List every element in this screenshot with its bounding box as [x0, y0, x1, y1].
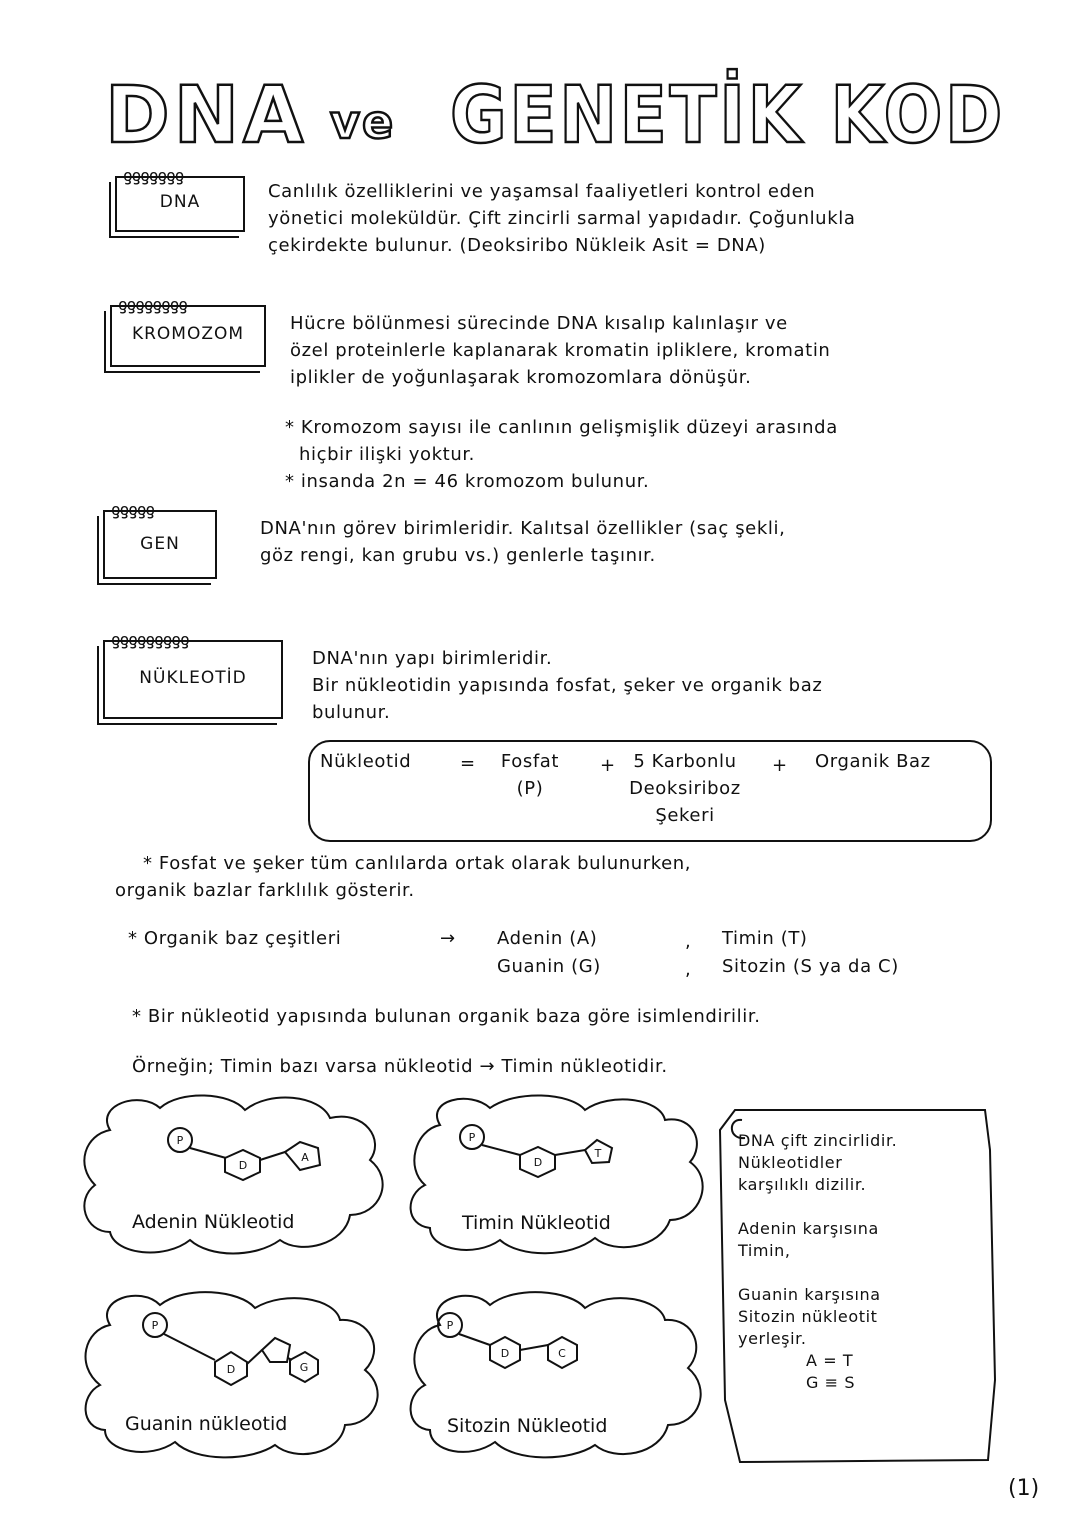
note-fosfat-line-2: organik bazlar farklılık gösterir. [115, 880, 415, 901]
base-sitozin: Sitozin (S ya da C) [722, 956, 899, 977]
spiral-rings-icon: ƍƍƍƍƍ [111, 500, 155, 519]
side-note [738, 1130, 988, 1394]
formula-phosphate-symbol: (P) [516, 778, 544, 799]
m2-base: T [594, 1147, 602, 1160]
nukleotid-line-2: Bir nükleotidin yapısında fosfat, şeker ve organik baz [312, 675, 823, 696]
side-note-line-9: Sitozin nükleotit [738, 1307, 878, 1326]
spiral-rings-icon: ƍƍƍƍƍƍƍƍƍ [111, 630, 189, 649]
note-naming: * Bir nükleotid yapısında bulunan organik baza göre isimlendirilir. [132, 1006, 761, 1027]
m4-d: D [500, 1347, 510, 1360]
kromozom-note-2: hiçbir ilişki yoktur. [299, 444, 476, 465]
note-example-part-2: Timin nükleotidir. [501, 1056, 668, 1077]
side-note-gap [738, 1196, 988, 1218]
label-dna: DNA [159, 192, 201, 212]
kromozom-line-2: özel proteinlerle kaplanarak kromatin ipliklere, kromatin [290, 340, 831, 361]
title-dna: DNA [105, 71, 308, 150]
dna-line-2: yönetici moleküldür. Çift zincirli sarmal yapıdadır. Çoğunlukla [268, 208, 856, 229]
dna-line-1: Canlılık özelliklerini ve yaşamsal faaliyetleri kontrol eden [268, 181, 816, 202]
side-note-gap [738, 1262, 988, 1284]
title-ve: ve [330, 95, 396, 149]
formula-plus-1: + [600, 755, 616, 776]
nukleotid-line-1: DNA'nın yapı birimleridir. [312, 648, 553, 669]
formula-sugar-line-1: 5 Karbonlu [633, 751, 737, 772]
spiral-rings-icon: ƍƍƍƍƍƍƍƍ [118, 295, 188, 314]
nukleotid-line-3: bulunur. [312, 702, 391, 723]
side-note-pair-gc: G ≡ S [806, 1373, 856, 1392]
dna-line-3: çekirdekte bulunur. (Deoksiribo Nükleik Asit = DNA) [268, 235, 766, 256]
side-note-line-2: Nükleotidler [738, 1153, 843, 1172]
m4-p: P [446, 1319, 454, 1332]
bases-separator: , [685, 931, 692, 952]
bases-intro: * Organik baz çeşitleri [128, 928, 342, 949]
molecule-label-guanin: Guanin nükleotid [125, 1413, 288, 1435]
molecule-label-timin: Timin Nükleotid [462, 1212, 611, 1234]
m1-d: D [238, 1159, 248, 1172]
label-gen: GEN [140, 534, 180, 554]
m1-base: A [301, 1151, 309, 1164]
side-note-pair-at: A = T [806, 1351, 854, 1370]
side-note-line-6: Timin, [738, 1241, 791, 1260]
formula-plus-2: + [772, 755, 788, 776]
m2-d: D [533, 1156, 543, 1169]
formula-nukleotid: Nükleotid [320, 751, 412, 772]
kromozom-line-3: iplikler de yoğunlaşarak kromozomlara dönüşür. [290, 367, 752, 388]
base-adenin: Adenin (A) [497, 928, 598, 949]
arrow-icon: → [479, 1056, 496, 1077]
m3-d: D [226, 1363, 236, 1376]
formula-equals: = [460, 753, 476, 774]
base-guanin: Guanin (G) [497, 956, 601, 977]
formula-sugar-line-3: Şekeri [655, 805, 715, 826]
m3-p: P [151, 1319, 159, 1332]
formula-base: Organik Baz [815, 751, 931, 772]
side-note-line-8: Guanin karşısına [738, 1285, 881, 1304]
m4-base: C [558, 1347, 566, 1360]
kromozom-note-3: * insanda 2n = 46 kromozom bulunur. [285, 471, 650, 492]
page-number: (1) [1008, 1476, 1040, 1501]
bases-separator: , [685, 959, 692, 980]
kromozom-note-1: * Kromozom sayısı ile canlının gelişmişlik düzeyi arasında [285, 417, 838, 438]
base-timin: Timin (T) [722, 928, 808, 949]
label-nukleotid: NÜKLEOTİD [139, 668, 247, 688]
title-genetik-kod: GENETİK KOD [450, 71, 1077, 150]
m1-p: P [176, 1134, 184, 1147]
formula-sugar-line-2: Deoksiriboz [629, 778, 741, 799]
spiral-rings-icon: ƍƍƍƍƍƍƍ [123, 166, 184, 185]
label-kromozom: KROMOZOM [131, 324, 245, 344]
molecule-label-adenin: Adenin Nükleotid [132, 1211, 295, 1233]
molecule-label-sitozin: Sitozin Nükleotid [447, 1415, 608, 1437]
kromozom-line-1: Hücre bölünmesi sürecinde DNA kısalıp kalınlaşır ve [290, 313, 788, 334]
side-note-line-3: karşılıklı dizilir. [738, 1175, 867, 1194]
gen-line-1: DNA'nın görev birimleridir. Kalıtsal özellikler (saç şekli, [260, 518, 786, 539]
note-fosfat-line-1: * Fosfat ve şeker tüm canlılarda ortak olarak bulunurken, [143, 853, 692, 874]
m2-p: P [468, 1131, 476, 1144]
m3-base: G [299, 1361, 309, 1374]
formula-phosphate-label: Fosfat [500, 751, 560, 772]
bases-arrow: → [440, 928, 456, 949]
side-note-line-10: yerleşir. [738, 1329, 807, 1348]
gen-line-2: göz rengi, kan grubu vs.) genlerle taşınır. [260, 545, 656, 566]
side-note-line-1: DNA çift zincirlidir. [738, 1131, 898, 1150]
side-note-line-5: Adenin karşısına [738, 1219, 879, 1238]
note-example-part-1: Örneğin; Timin bazı varsa nükleotid [132, 1056, 474, 1077]
